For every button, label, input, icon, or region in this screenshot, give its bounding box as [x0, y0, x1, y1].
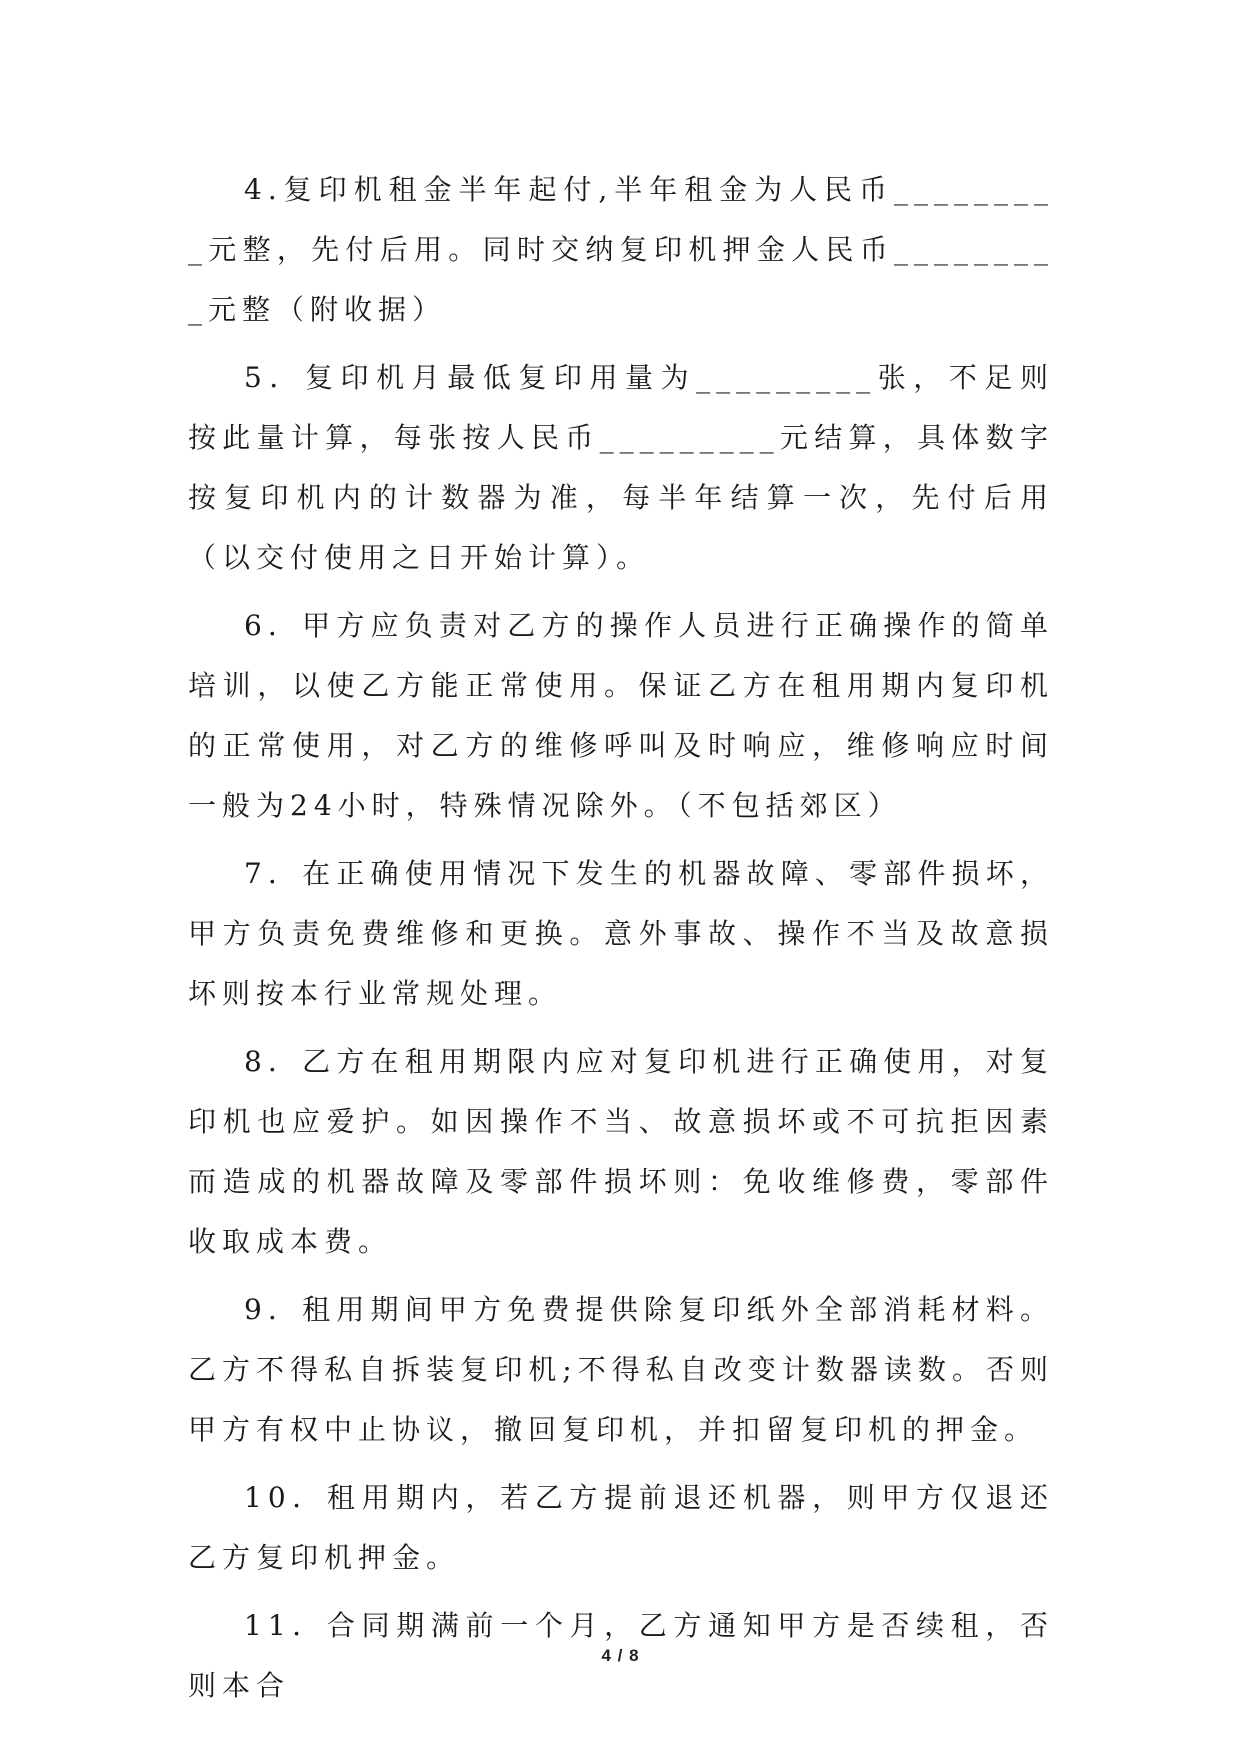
clause-6: 6．甲方应负责对乙方的操作人员进行正确操作的简单培训，以使乙方能正常使用。保证乙方在租用期内复印机的正常使用，对乙方的维修呼叫及时响应，维修响应时间一般为24小时，特殊情况除外。（不包括郊区）	[188, 609, 1054, 822]
clause-9: 9．租用期间甲方免费提供除复印纸外全部消耗材料。乙方不得私自拆装复印机;不得私自改变计数器读数。否则甲方有权中止协议，撤回复印机，并扣留复印机的押金。	[188, 1293, 1054, 1446]
clause-7: 7．在正确使用情况下发生的机器故障、零部件损坏，甲方负责免费维修和更换。意外事故、操作不当及故意损坏则按本行业常规处理。	[188, 857, 1054, 1010]
document-body	[188, 160, 1054, 1716]
clause-4: 4.复印机租金半年起付,半年租金为人民币_________元整，先付后用。同时交纳复印机押金人民币_________元整（附收据）	[188, 173, 1054, 326]
clause-8: 8．乙方在租用期限内应对复印机进行正确使用，对复印机也应爱护。如因操作不当、故意损坏或不可抗拒因素而造成的机器故障及零部件损坏则：免收维修费，零部件收取成本费。	[188, 1045, 1054, 1258]
clause-11: 11．合同期满前一个月，乙方通知甲方是否续租，否则本合	[188, 1609, 1054, 1702]
clause-10: 10．租用期内，若乙方提前退还机器，则甲方仅退还乙方复印机押金。	[188, 1481, 1054, 1574]
clause-5: 5．复印机月最低复印用量为_________张，不足则按此量计算，每张按人民币_________元结算，具体数字按复印机内的计数器为准，每半年结算一次，先付后用（以交付使用之日开始计算）。	[188, 361, 1054, 574]
page-number: 4 / 8	[601, 1646, 640, 1665]
